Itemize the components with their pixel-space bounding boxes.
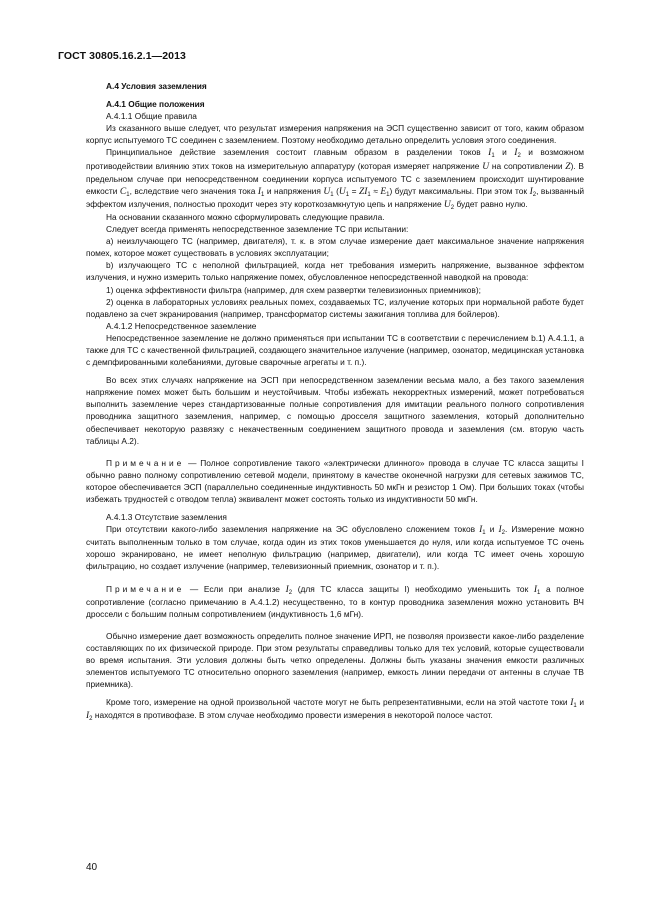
note: Примечание — Если при анализе $I_2$ (для ТС класса защиты I) необходимо уменьшить ток $I_1$ а полное сопротивление (согласно примечанию в А.4.1.2) несущественно, то в контур проводника заземления можно установить ВЧ дроссели с большим полным сопротивлением (индуктивность 1,6 мГн). xyxy=(86,583,584,619)
list-item: b) излучающего ТС с неполной фильтрацией, когда нет требования измерить напряжение, вызванное эффектом излучения, и нужно измерить только напряжение помех, обусловленное непосредственной наводкой на провода: xyxy=(86,260,584,283)
note: Примечание — Полное сопротивление такого «электрически длинного» провода в случае ТС класса защиты I обычно равно полному сопротивлению сетевой модели, принятому в качестве оконечной нагрузки для сетевых зажимов ТС, которое обеспечивается ЭСП (параллельно соединенные индуктивность 50 мкГн и резистор 1 Ом). При больших токах (чтобы избежать трудностей с отводом тепла) эквивалент может состоять только из индуктивности 50 мкГн. xyxy=(86,457,584,504)
paragraph: На основании сказанного можно сформулировать следующие правила. xyxy=(106,211,385,222)
paragraph: При отсутствии какого-либо заземления напряжение на ЭС обусловлено сложением токов $I_1$ и $I_2$. Измерение можно считать выполненным только в том случае, когда один из этих токов уменьшается до нуля, или когда испытуемое ТС очень хорошо экранировано, не имеет неполную фильтрацию (например, двигатели), или когда ТС имеет очень хорошую фильтрацию, но создает излучение (например, телевизионный приемник, озонатор и т. п.). xyxy=(86,524,584,572)
paragraph: Непосредственное заземление не должно применяться при испытании ТС в соответствии с перечислением b.1) А.4.1.1, а также для ТС с качественной фильтрацией, создающего значительное излучение (например, озонатор, медицинская установка с демпфированными колебаниями, дуговые сварочные агрегаты и т. п.). xyxy=(86,332,584,368)
clause-title: А.4.1.1 Общие правила xyxy=(106,111,197,122)
page-number: 40 xyxy=(86,862,98,873)
paragraph: Из сказанного выше следует, что результат измерения напряжения на ЭСП существенно зависит от того, каким образом корпус испытуемого ТС соединен с заземлением. Поэтому необходимо детально определить условия этого соединения. xyxy=(86,123,584,146)
document-body xyxy=(86,80,584,723)
clause-title: А.4.1.2 Непосредственное заземление xyxy=(106,320,257,331)
list-item: 1) оценка эффективности фильтра (например, для схем развертки телевизионных приемников); xyxy=(106,284,481,295)
paragraph: Кроме того, измерение на одной произвольной частоте могут не быть репрезентативными, если на этой частоте токи $I_1$ и $I_2$ находятся в противофазе. В этом случае необходимо провести измерения в некоторой полосе частот. xyxy=(86,697,585,723)
list-item: a) неизлучающего ТС (например, двигателя), т. к. в этом случае измерение дает максимальное значение напряжения помех, которое может существовать в условиях эксплуатации; xyxy=(86,236,584,259)
paragraph: Принципиальное действие заземления состоит главным образом в разделении токов $I_1$ и $I_2$ и возможном противодействии влиянию этих токов на измерительную аппаратуру (которая измеряет напряжение U на сопротивлении Z). В предельном случае при непосредственном соединении корпуса испытуемого ТС с заземлением происходит шунтирование емкости $C_1$, вследствие чего значения тока $I_1$ и напряжения $U_1$ $(U_1 = ZI_1 \approx E_1)$ будут максимальны. При этом ток $I_2$, вызванный эффектом излучения, полностью проходит через эту короткозамкнутую цепь и напряжение $U_2$ будет равно нулю. xyxy=(86,147,585,211)
list-item: 2) оценка в лабораторных условиях реальных помех, создаваемых ТС, излучение которых при нормальной работе будет подавлено за счет экранирования (например, трансформатор системы зажигания топлива для бойлеров). xyxy=(86,296,584,319)
clause-title: А.4.1.3 Отсутствие заземления xyxy=(106,512,227,523)
subsection-title: А.4.1 Общие положения xyxy=(106,99,205,110)
note-label: Примечание xyxy=(106,457,185,468)
section-title: А.4 Условия заземления xyxy=(106,81,207,91)
note-label: Примечание xyxy=(106,583,185,594)
paragraph: Следует всегда применять непосредственное заземление ТС при испытании: xyxy=(106,224,409,235)
paragraph: Во всех этих случаях напряжение на ЭСП при непосредственном заземлении весьма мало, а без такого заземления напряжение помех может быть большим и неустойчивым. Чтобы избежать некорректных измерений, может потребоваться выполнить заземление через стандартизованные полные сопротивления для имитации реального полного сопротивления проводника защитного заземления, например, с помощью дросселя защитного заземления, который дополнительно обеспечивает некоторую развязку с некачественным соединением защитного провода и заземления (см. вторую часть таблицы А.2). xyxy=(86,375,584,446)
paragraph: Обычно измерение дает возможность определить полное значение ИРП, не позволяя произвести какое-либо разделение составляющих по их физической природе. При этом результаты справедливы только для тех условий, которые существовали во время испытания. Эти условия должны быть четко определены. Должны быть указаны значения емкости различных элементов испытуемого ТС относительно опорного заземления (например, емкость линии передачи от антенны в случае ТВ приемника). xyxy=(86,630,584,690)
document-header: ГОСТ 30805.16.2.1—2013 xyxy=(58,50,186,62)
